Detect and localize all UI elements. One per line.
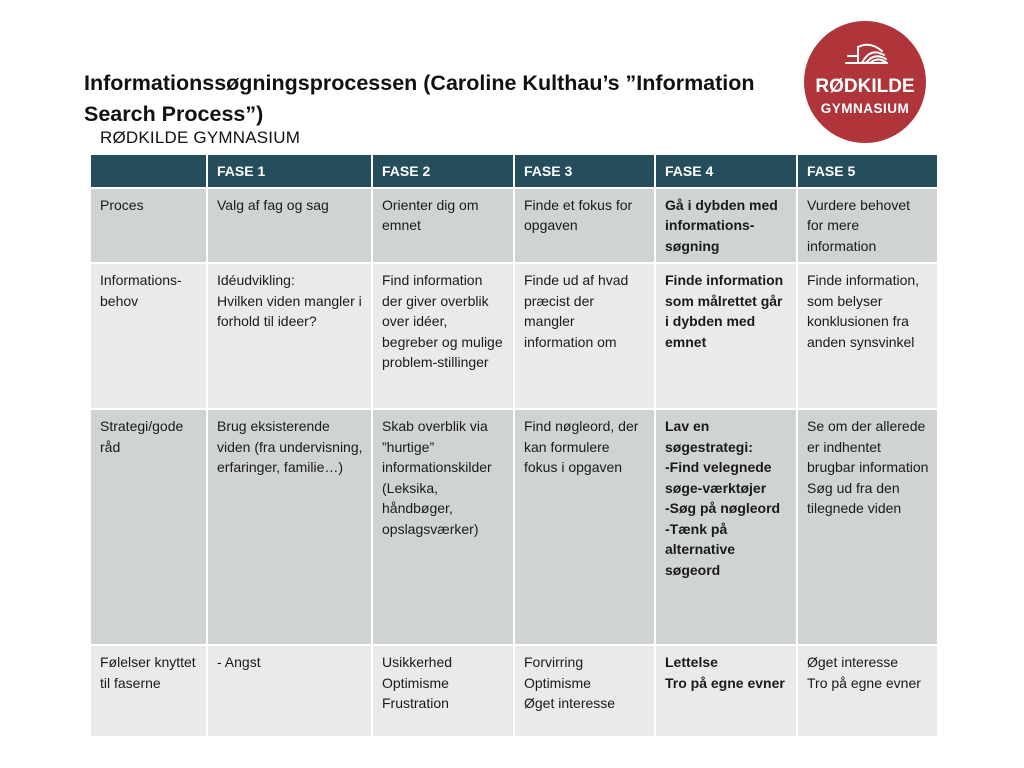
table-row-informationsbehov (90, 263, 938, 409)
table-cell: Orienter dig om emnet (372, 188, 514, 264)
logo-text-rodkilde: RØDKILDE (815, 76, 915, 97)
header-cell-fase-5: FASE 5 (797, 154, 938, 188)
table-cell: Øget interesse Tro på egne evner (797, 645, 938, 737)
table-cell: Find nøgleord, der kan formulere fokus i opgaven (514, 409, 655, 645)
table-row-folelser (90, 645, 938, 737)
information-search-process-table (89, 153, 939, 738)
table-cell: Finde ud af hvad præcist der mangler information om (514, 263, 655, 409)
table-cell: Gå i dybden med informations-søgning (655, 188, 797, 264)
header-cell-empty (90, 154, 207, 188)
slide-title: Informationssøgningsprocessen (Caroline Kulthau’s ”Information Search Process”) (84, 71, 755, 126)
table-cell: Idéudvikling: Hvilken viden mangler i forhold til ideer? (207, 263, 372, 409)
table-cell: Finde information som målrettet går i dybden med emnet (655, 263, 797, 409)
table-cell: Lettelse Tro på egne evner (655, 645, 797, 737)
row-label-folelser: Følelser knyttet til faserne (90, 645, 207, 737)
table-row-proces (90, 188, 938, 264)
logo-text-gymnasium: GYMNASIUM (820, 101, 910, 116)
table-cell: Brug eksisterende viden (fra undervisning, erfaringer, familie…) (207, 409, 372, 645)
table-cell: Valg af fag og sag (207, 188, 372, 264)
header-cell-fase-1: FASE 1 (207, 154, 372, 188)
table-cell: - Angst (207, 645, 372, 737)
row-label-informationsbehov: Informations-behov (90, 263, 207, 409)
table-cell: Finde information, som belyser konklusionen fra anden synsvinkel (797, 263, 938, 409)
rodkilde-gymnasium-logo (804, 21, 926, 143)
header-cell-fase-4: FASE 4 (655, 154, 797, 188)
table-cell: Find information der giver overblik over idéer, begreber og mulige problem-stillinger (372, 263, 514, 409)
table-cell: Vurdere behovet for mere information (797, 188, 938, 264)
table-cell: Se om der allerede er indhentet brugbar information Søg ud fra den tilegnede viden (797, 409, 938, 645)
table-cell: Finde et fokus for opgaven (514, 188, 655, 264)
table-cell: Skab overblik via ”hurtige” informationskilder (Leksika, håndbøger, opslagsværker) (372, 409, 514, 645)
table-cell: Forvirring Optimisme Øget interesse (514, 645, 655, 737)
table-header-row (90, 154, 938, 188)
row-label-proces: Proces (90, 188, 207, 264)
header-cell-fase-2: FASE 2 (372, 154, 514, 188)
slide-subtitle: RØDKILDE GYMNASIUM (100, 128, 301, 147)
header-cell-fase-3: FASE 3 (514, 154, 655, 188)
row-label-strategi: Strategi/gode råd (90, 409, 207, 645)
table-cell: Usikkerhed Optimisme Frustration (372, 645, 514, 737)
table-cell: Lav en søgestrategi: -Find velegnede søge-værktøjer -Søg på nøgleord -Tænk på alternative søgeord (655, 409, 797, 645)
table-row-strategi (90, 409, 938, 645)
